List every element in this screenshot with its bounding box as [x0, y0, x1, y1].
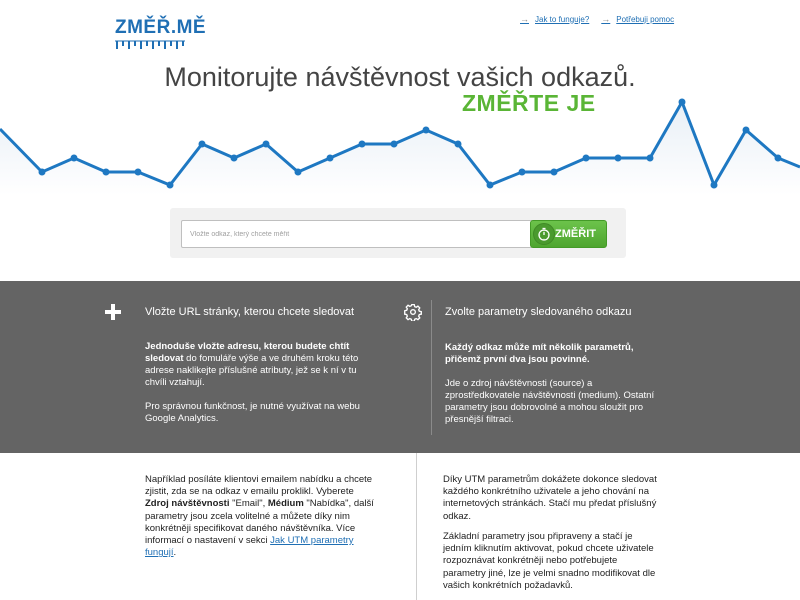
- hero-tagline: ZMĚŘTE JE: [462, 90, 596, 116]
- bottom-left-t4: .: [173, 547, 177, 559]
- bottom-divider: [416, 453, 417, 600]
- arrow-right-icon: →: [520, 14, 529, 24]
- bottom-left-t2: "Email",: [229, 498, 268, 510]
- plus-icon: [104, 303, 122, 321]
- logo-text: ZMĚŘ.MĚ: [115, 17, 207, 38]
- ruler-icon: [115, 40, 185, 50]
- logo[interactable]: [115, 17, 207, 52]
- decorative-line-graph: [0, 95, 800, 195]
- bottom-left-t3: "Nabídka", další parametry jsou zcela volitelné a můžete díky nim konkrétněji specifikovat daného návštěvníka. Více informací o nastavení v sekci: [145, 498, 374, 547]
- features-divider: [431, 300, 432, 435]
- utm-help-link[interactable]: Jak UTM parametry fungují: [145, 535, 354, 559]
- feature-left-note: Pro správnou funkčnost, je nutné využívat na webu Google Analytics.: [145, 401, 360, 424]
- feature-left-rest: do fomuláře výše a ve druhém kroku této adrese naklikejte příslušné atributy, jež se k ní v tu chvíli vztahují.: [145, 353, 359, 388]
- bottom-right-p2: Základní parametry jsou připraveny a stačí je jedním kliknutím aktivovat, pokud chcete uživatele rozpoznávat konkrétněji nebo potřebujete parametry jiné, lze je velmi snadno modifikovat dle vašich konkrétních požadavků.: [443, 531, 656, 591]
- feature-right-bold-text: Každý odkaz může mít několik parametrů, přičemž první dva jsou povinné.: [445, 342, 634, 365]
- need-help-link[interactable]: [601, 14, 674, 24]
- feature-left-title: Vložte URL stránky, kterou chcete sledovat: [145, 306, 355, 318]
- stopwatch-icon: [533, 223, 555, 245]
- measure-button-label: ZMĚŘIT: [555, 228, 596, 240]
- how-it-works-label: Jak to funguje?: [535, 14, 590, 24]
- bottom-left-text: [145, 474, 380, 559]
- url-input[interactable]: [181, 220, 533, 248]
- feature-left-text: [145, 341, 370, 389]
- arrow-right-icon: →: [601, 14, 611, 24]
- bottom-left-b1: Zdroj návštěvnosti: [145, 498, 230, 510]
- bottom-right-p1: Díky UTM parametrům dokážete dokonce sledovat každého konkrétního uživatele a jeho chování na internetových stránkách. Stačí mu předat příslušný odkaz.: [443, 474, 657, 522]
- feature-left-bold: Jednoduše vložte adresu, kterou budete chtít sledovat: [145, 341, 350, 364]
- bottom-left-b2: Médium: [267, 498, 304, 510]
- measure-button[interactable]: [530, 220, 607, 248]
- hero-headline: Monitorujte návštěvnost vašich odkazů.: [164, 62, 636, 92]
- feature-right-title: Zvolte parametry sledovaného odkazu: [445, 306, 632, 318]
- need-help-label: Potřebuji pomoc: [616, 14, 675, 24]
- top-nav: [520, 14, 674, 24]
- feature-right-bold: [445, 342, 660, 366]
- bottom-left-t1: Například posíláte klientovi emailem nabídku a chcete zjistit, zda se na odkaz v emailu proklikl. Vyberete: [145, 474, 373, 498]
- how-it-works-link[interactable]: [520, 14, 589, 24]
- gear-icon: [404, 303, 422, 321]
- feature-right-text: Jde o zdroj návštěvnosti (source) a zprostředkovatele návštěvnosti (medium). Ostatní parametry jsou dobrovolné a mohou sloužit pro přesnější filtraci.: [445, 378, 655, 425]
